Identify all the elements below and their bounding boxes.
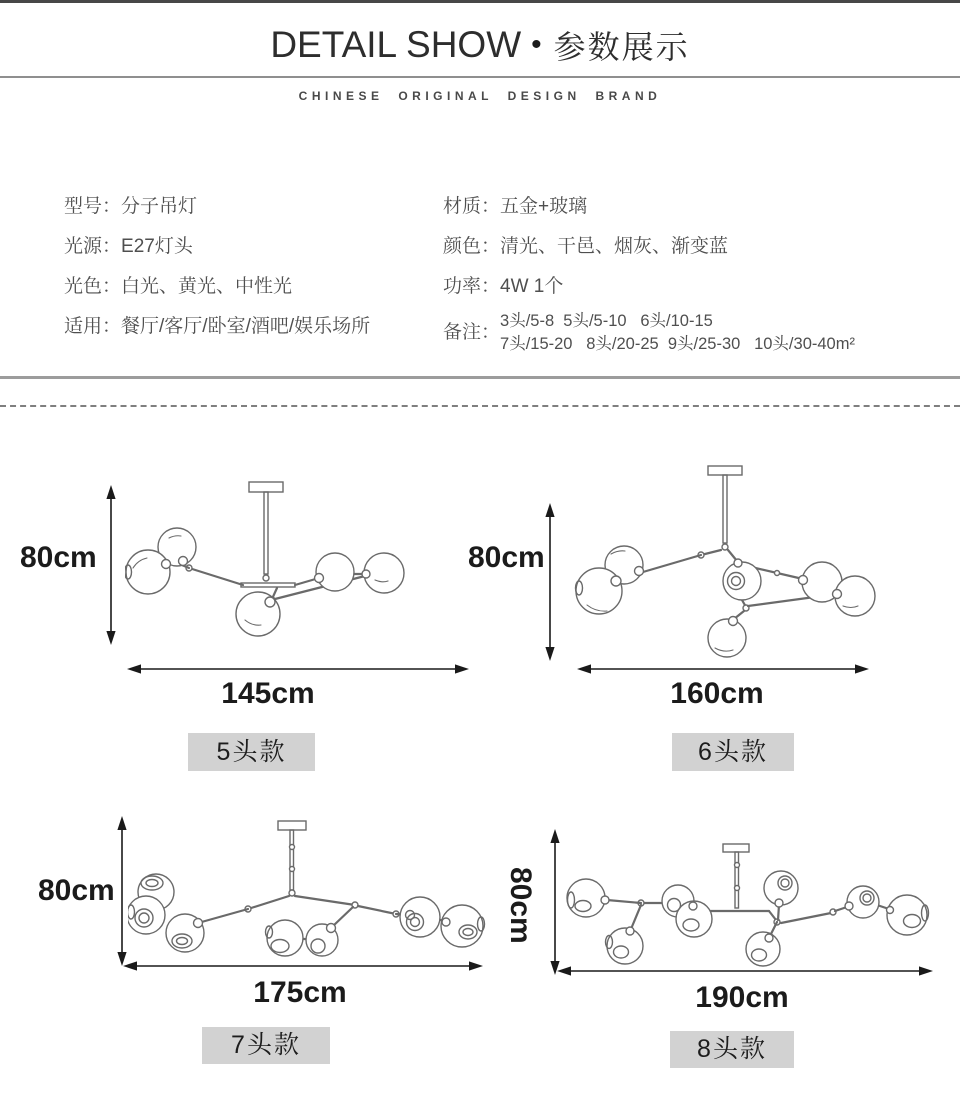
spec-label: 功率： — [443, 276, 501, 297]
spec-row-usage — [64, 307, 370, 347]
spec-row-light-color — [64, 267, 370, 307]
spec-row-material — [443, 187, 855, 227]
dimension-diagrams — [0, 430, 960, 1116]
width-arrow-6-head — [576, 661, 870, 677]
remark-line-1: 3头/5-8 5头/5-10 6头/10-15 — [500, 312, 713, 330]
spec-label: 备注： — [443, 322, 501, 343]
spec-value: 清光、干邑、烟灰、渐变蓝 — [500, 236, 729, 257]
height-label-7-head: 80cm — [38, 874, 115, 907]
remark-lines — [500, 310, 855, 356]
chandelier-drawing-8-head — [563, 843, 938, 970]
spec-row-model — [64, 187, 370, 227]
header-subtitle: CHINESE ORIGINAL DESIGN BRAND — [298, 89, 662, 103]
spec-value: E27灯头 — [121, 236, 193, 257]
spec-label: 型号： — [64, 196, 122, 217]
spec-value: 白光、黄光、中性光 — [121, 276, 293, 297]
variant-label-box-7-head — [202, 1027, 330, 1064]
chandelier-drawing-7-head — [128, 819, 488, 966]
chandelier-drawing-5-head — [125, 468, 460, 658]
header-separator-dot-icon: • — [531, 28, 542, 61]
height-arrow-5-head — [103, 484, 119, 646]
header-title-en: DETAIL SHOW — [270, 24, 522, 65]
height-label-6-head: 80cm — [468, 541, 545, 574]
width-arrow-7-head — [122, 958, 484, 974]
dashed-divider-line — [0, 405, 960, 407]
spec-value: 4W 1个 — [500, 276, 564, 297]
variant-label: 5头款 — [216, 738, 287, 766]
height-label-8-head: 80cm — [504, 867, 537, 944]
spec-row-color — [443, 227, 855, 267]
width-arrow-8-head — [556, 963, 934, 979]
spec-label: 光色： — [64, 276, 122, 297]
spec-label: 适用： — [64, 316, 122, 337]
section-divider-line — [0, 376, 960, 379]
height-arrow-6-head — [542, 502, 558, 662]
height-arrow-8-head — [547, 828, 563, 976]
height-label-5-head: 80cm — [20, 541, 97, 574]
spec-column-left — [64, 187, 370, 347]
variant-label: 8头款 — [697, 1035, 767, 1063]
header-divider-line — [0, 76, 960, 78]
chandelier-drawing-6-head — [565, 460, 885, 667]
width-label-5-head: 145cm — [221, 677, 315, 710]
remark-line-2: 7头/15-20 8头/20-25 9头/25-30 10头/30-40m² — [500, 335, 855, 353]
spec-row-remark — [443, 310, 855, 356]
width-label-7-head: 175cm — [253, 976, 347, 1009]
spec-value: 餐厅/客厅/卧室/酒吧/娱乐场所 — [121, 316, 371, 337]
spec-row-light-source — [64, 227, 370, 267]
width-arrow-5-head — [126, 661, 470, 677]
top-border-line — [0, 0, 960, 3]
spec-value: 五金+玻璃 — [500, 196, 588, 217]
header-title-zh: 参数展示 — [553, 29, 690, 65]
spec-value: 分子吊灯 — [121, 196, 198, 217]
spec-label: 光源： — [64, 236, 122, 257]
variant-label: 6头款 — [698, 738, 768, 766]
variant-label-box-5-head — [188, 733, 315, 771]
variant-label-box-8-head — [670, 1031, 794, 1068]
spec-column-right — [443, 187, 855, 356]
width-label-6-head: 160cm — [670, 677, 764, 710]
spec-row-power — [443, 267, 855, 307]
variant-label-box-6-head — [672, 733, 794, 771]
spec-label: 材质： — [443, 196, 501, 217]
header-title — [0, 22, 960, 68]
variant-label: 7头款 — [231, 1031, 301, 1059]
spec-label: 颜色： — [443, 236, 501, 257]
width-label-8-head: 190cm — [695, 981, 789, 1014]
